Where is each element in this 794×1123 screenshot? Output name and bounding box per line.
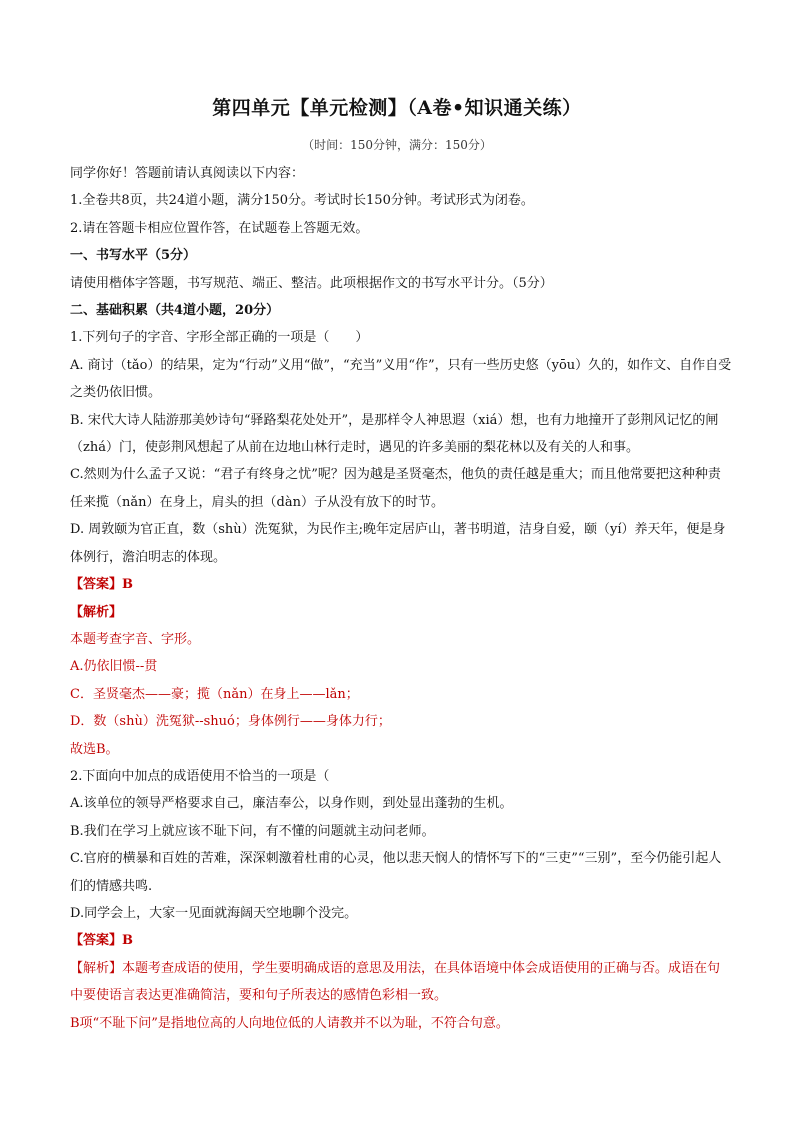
document-title: 第四单元【单元检测】（A卷•知识通关练） [212,97,582,119]
paragraph: 【解析】本题考查成语的使用，学生要明确成语的意思及用法，在具体语境中体会成语使用的正确与否。成语在句中要使语言表达更准确简洁，要和句子所表达的感情色彩相一致。 [70,960,721,1004]
paragraph: A.仍依旧惯--贯 [70,659,158,675]
paragraph: D．数（shù）洗冤狱--shuó；身体例行——身体力行； [70,714,391,730]
paragraph: 一、书写水平（5分） [70,248,197,264]
paragraph: 本题考查字音、字形。 [70,631,201,647]
paragraph: 1.全卷共8页，共24道小题，满分150分。考试时长150分钟。考试形式为闭卷。 [70,193,534,209]
paragraph: 请使用楷体字答题，书写规范、端正、整洁。此项根据作文的书写水平计分。（5分） [70,275,553,291]
paragraph: 【解析】 [70,604,123,620]
document-subtitle: （时间：150分钟，满分：150分） [302,138,492,152]
paragraph: 2.下面向中加点的成语使用不恰当的一项是（ [70,768,330,784]
paragraph: C.然则为什么孟子又说：“君子有终身之忧”呢？因为越是圣贤毫杰，他负的责任越是重大；而且他常要把这种种责任来揽（nǎn）在身上，肩头的担（dàn）子从没有放下的时节。 [70,467,721,510]
paragraph: D.同学会上，大家一见面就海阔天空地聊个没完。 [70,905,358,921]
paragraph: B.我们在学习上就应该不耻下问，有不懂的问题就主动问老师。 [70,823,435,839]
paragraph: 【答案】B [70,577,133,593]
paragraph: A.该单位的领导严格要求自己，廉洁奉公，以身作则，到处显出蓬勃的生机。 [70,796,513,812]
paragraph: 1.下列句子的字音、字形全部正确的一项是（ ） [70,330,369,346]
paragraph: 2.请在答题卡相应位置作答，在试题卷上答题无效。 [70,220,369,236]
paragraph: B项“不耻下问”是指地位高的人向地位低的人请教并不以为耻，不符合句意。 [70,1015,509,1031]
paragraph: D. 周敦颐为官正直，数（shù）洗冤狱，为民作主;晚年定居庐山，著书明道，洁身自爱，颐（yí）养天年，便是身体例行，澹泊明志的体现。 [70,522,726,565]
paragraph: 故选B。 [70,741,119,757]
paragraph: A. 商讨（tǎo）的结果，定为“行动”义用“做”，“充当”义用“作”，只有一些历史悠（yōu）久的，如作文、自作自受之类仍依旧惯。 [70,357,732,401]
paragraph: C.官府的横暴和百姓的苦难，深深刺激着杜甫的心灵，他以悲天悯人的情怀写下的“三吏”“三别”，至今仍能引起人们的情感共鸣. [70,851,722,894]
paragraph: 二、基础积累（共4道小题，20分） [70,303,280,319]
paragraph: C．圣贤毫杰——豪；揽（nǎn）在身上——lǎn； [70,686,359,702]
document-body [70,160,732,1037]
paragraph: 【答案】B [70,933,133,949]
paragraph: B. 宋代大诗人陆游那美妙诗句“驿路梨花处处开”，是那样令人神思遐（xiá）想，也有力地撞开了彭荆风记忆的闸（zhá）门，使彭荆风想起了从前在边地山林行走时，遇见的许多美丽的梨花林以及有关的人和事。 [70,412,719,456]
paragraph: 同学你好！答题前请认真阅读以下内容： [70,166,305,181]
